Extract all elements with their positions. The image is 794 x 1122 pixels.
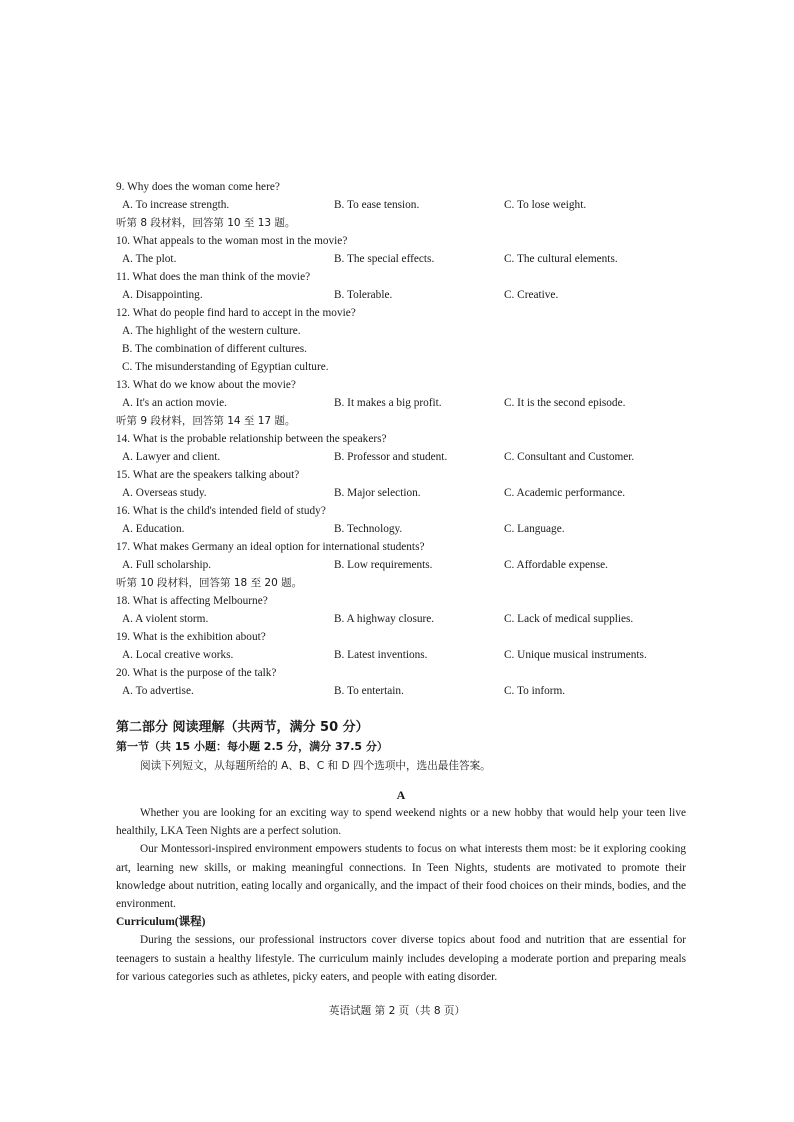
option-a: A. Education. <box>122 523 185 535</box>
question-stem: 11. What does the man think of the movie? <box>116 271 311 283</box>
option-a: A. A violent storm. <box>122 613 209 625</box>
question-options <box>116 682 686 700</box>
option-c: C. Consultant and Customer. <box>504 451 635 463</box>
question-stem: 9. Why does the woman come here? <box>116 181 280 193</box>
paragraph: During the sessions, our professional instructors cover diverse topics about food and nutrition that are essential for teenagers to sustain a healthy lifestyle. The curriculum mainly includes developing a moderate portion and preparing meals for various categories such as athletes, picky eaters, and people with eating disorder. <box>116 934 686 983</box>
option-c: C. Affordable expense. <box>504 559 608 571</box>
listening-questions <box>116 178 686 700</box>
question-options <box>116 196 686 214</box>
passage-label: A <box>396 788 406 802</box>
question-options <box>116 556 686 574</box>
option-a: A. Overseas study. <box>122 487 207 499</box>
material-instruction: 听第 9 段材料，回答第 14 至 17 题。 <box>116 415 296 427</box>
paragraph: Our Montessori-inspired environment empowers students to focus on what interests them most: be it exploring cooking art, learning new skills, or making meaningful connections. In Teen Nights, students are motivated to promote their knowledge about nutrition, eating locally and organically, and the impact of their food choices on their minds, bodies, and the environment. <box>116 843 686 911</box>
option-b: B. The special effects. <box>334 253 435 265</box>
option-c: C. To inform. <box>504 685 566 697</box>
question-stem: 16. What is the child's intended field of study? <box>116 505 326 517</box>
option-b: B. The combination of different cultures. <box>122 343 307 355</box>
material-instruction: 听第 8 段材料，回答第 10 至 13 题。 <box>116 217 296 229</box>
option-a: A. To advertise. <box>122 685 194 697</box>
question-stem: 13. What do we know about the movie? <box>116 379 296 391</box>
question-stem: 10. What appeals to the woman most in the movie? <box>116 235 348 247</box>
section-title: 第一节（共 15 小题：每小题 2.5 分，满分 37.5 分） <box>116 740 388 753</box>
reading-section <box>116 718 686 986</box>
question-options <box>116 250 686 268</box>
question-stem: 20. What is the purpose of the talk? <box>116 667 277 679</box>
question-stem: 19. What is the exhibition about? <box>116 631 266 643</box>
question-options <box>116 610 686 628</box>
option-a: A. Lawyer and client. <box>122 451 221 463</box>
question-stem: 14. What is the probable relationship between the speakers? <box>116 433 387 445</box>
question-stem: 17. What makes Germany an ideal option for international students? <box>116 541 425 553</box>
section-instruction: 阅读下列短文，从每题所给的 A、B、C 和 D 四个选项中，选出最佳答案。 <box>140 760 491 772</box>
question-options <box>116 646 686 664</box>
option-c: C. Academic performance. <box>504 487 626 499</box>
question-options <box>116 484 686 502</box>
material-instruction: 听第 10 段材料，回答第 18 至 20 题。 <box>116 577 303 589</box>
option-a: A. The plot. <box>122 253 177 265</box>
option-c: C. Language. <box>504 523 565 535</box>
option-b: B. Low requirements. <box>334 559 433 571</box>
page-footer: 英语试题 第 2 页（共 8 页） <box>328 1005 466 1017</box>
option-b: B. To ease tension. <box>334 199 420 211</box>
option-a: A. It's an action movie. <box>122 397 227 409</box>
option-b: B. Technology. <box>334 523 403 535</box>
option-b: B. Professor and student. <box>334 451 448 463</box>
option-c: C. Lack of medical supplies. <box>504 613 634 625</box>
question-options <box>116 520 686 538</box>
question-options <box>116 448 686 466</box>
option-b: B. To entertain. <box>334 685 404 697</box>
option-c: C. It is the second episode. <box>504 397 626 409</box>
question-stem: 18. What is affecting Melbourne? <box>116 595 268 607</box>
option-b: B. Major selection. <box>334 487 421 499</box>
option-c: C. Creative. <box>504 289 559 301</box>
option-b: B. Tolerable. <box>334 289 393 301</box>
part-title: 第二部分 阅读理解（共两节，满分 50 分） <box>116 720 369 735</box>
option-a: A. Disappointing. <box>122 289 203 301</box>
question-stem: 12. What do people find hard to accept in the movie? <box>116 307 356 319</box>
subheading: Curriculum(课程) <box>116 916 206 929</box>
option-a: A. Full scholarship. <box>122 559 212 571</box>
question-stem: 15. What are the speakers talking about? <box>116 469 300 481</box>
option-a: A. To increase strength. <box>122 199 230 211</box>
option-a: A. Local creative works. <box>122 649 234 661</box>
option-b: B. Latest inventions. <box>334 649 428 661</box>
option-c: C. The misunderstanding of Egyptian culture. <box>122 361 329 373</box>
question-options <box>116 394 686 412</box>
paragraph: Whether you are looking for an exciting way to spend weekend nights or a new hobby that would help your teen live healthily, LKA Teen Nights are a perfect solution. <box>116 807 686 838</box>
option-b: B. It makes a big profit. <box>334 397 442 409</box>
option-c: C. The cultural elements. <box>504 253 618 265</box>
option-b: B. A highway closure. <box>334 613 435 625</box>
question-options <box>116 286 686 304</box>
option-c: C. To lose weight. <box>504 199 587 211</box>
option-a: A. The highlight of the western culture. <box>122 325 301 337</box>
option-c: C. Unique musical instruments. <box>504 649 647 661</box>
